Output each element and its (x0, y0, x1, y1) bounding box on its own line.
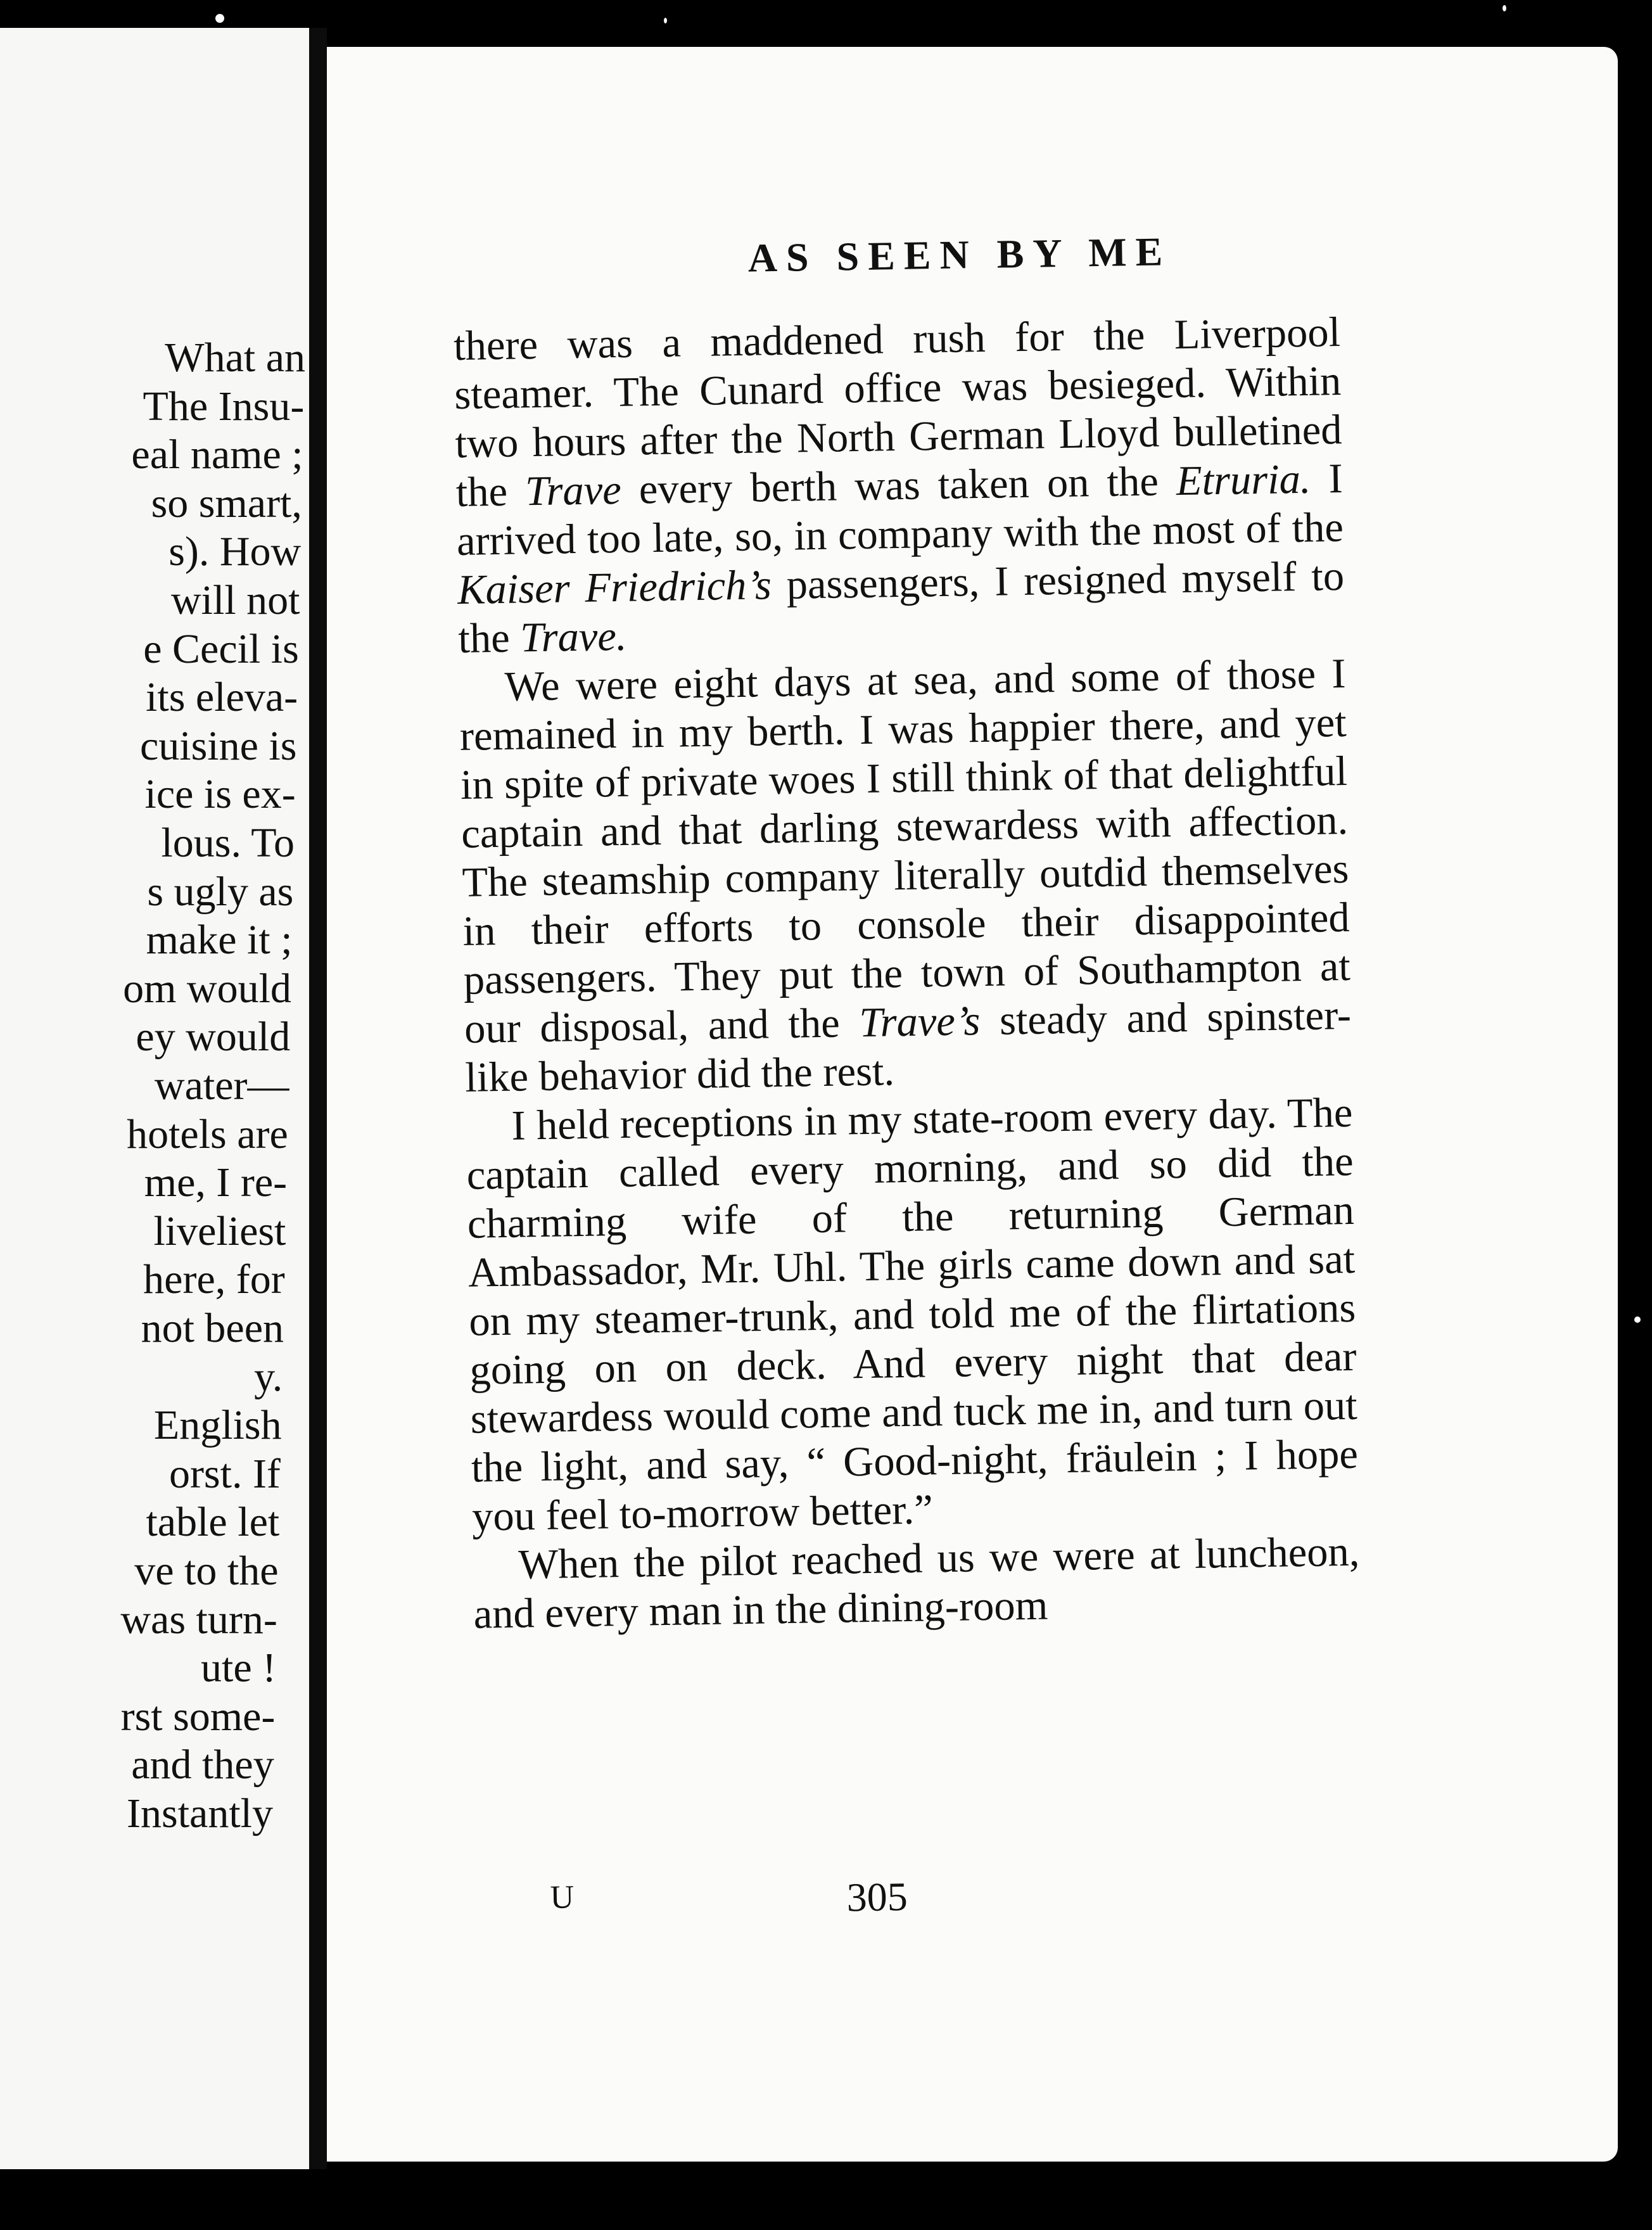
paragraph (454, 308, 1345, 663)
right-page (327, 47, 1618, 2162)
left-page-line: eal name ; (131, 431, 303, 478)
signature-mark: U (550, 1879, 575, 1916)
left-page-line: here, for (143, 1256, 285, 1303)
left-page-line: will not (170, 577, 300, 623)
running-head: AS SEEN BY ME (747, 229, 1172, 281)
page-body (454, 308, 1361, 1639)
left-page-line: e Cecil is (143, 625, 299, 672)
left-page-line: so smart, (151, 480, 302, 526)
italic-run: Trave’s (858, 998, 981, 1047)
left-page-line: cuisine is (139, 722, 297, 769)
left-page-line: not been (141, 1305, 284, 1351)
text-run: We were eight days at sea, and some of those I remained in my berth. I was happier there, and yet in spite of private woes I still think of that delightful captain and that darling stewardess with affection. The steamship company literally outdid themselves in their efforts to console their disappointed passengers. They put the town of Southampton at our disposal, and the (459, 650, 1351, 1052)
book-gutter (309, 28, 327, 2169)
text-run: I arrived too late, so, in company with the most of the (456, 455, 1344, 564)
text-run: steady and spinster-like behavior did the rest. (464, 991, 1352, 1101)
left-page-line: s ugly as (147, 868, 294, 915)
left-page-line: liveliest (153, 1207, 286, 1254)
paragraph (466, 1088, 1359, 1541)
scan-speck (664, 18, 667, 23)
scan-speck (1503, 5, 1506, 11)
left-page-line: table let (146, 1499, 280, 1546)
left-page-line: Instantly (127, 1790, 273, 1837)
italic-run: Kaiser Friedrich’s (457, 562, 772, 613)
left-page-line: rst some- (120, 1693, 276, 1740)
text-run: passengers, I resigned myself to the (457, 552, 1345, 662)
left-page-line: make it ; (146, 917, 293, 964)
text-run: I held receptions in my state-room every day. The captain called every morning, and so did the charming wife of the returning German Ambassador, Mr. Uhl. The girls came down and sat on my steamer-trunk, and told me of the flirtations going on on deck. And every night that dear stewardess would come and tuck me in, and turn out the light, and say, “ Good-night, fräulein ; I hope you feel to-morrow better.” (466, 1089, 1359, 1540)
left-page-line: What an (165, 334, 305, 381)
left-page-line: ve to the (134, 1548, 279, 1594)
left-page-line: English (153, 1402, 282, 1449)
text-run: When the pilot reached us we were at luncheon, and every man in the dining-room (473, 1528, 1360, 1638)
text-run: every berth was taken on the (621, 458, 1177, 513)
left-page-line: The Insu- (143, 383, 305, 430)
left-page-line: ute ! (201, 1645, 277, 1692)
left-page-line: orst. If (168, 1450, 281, 1497)
left-facing-page (0, 28, 309, 2169)
left-page-line: lous. To (161, 820, 295, 866)
left-page-line: ey would (136, 1014, 291, 1061)
italic-run: Trave (524, 466, 622, 515)
left-page-line: and they (131, 1742, 274, 1788)
left-page-line: was turn- (120, 1596, 277, 1643)
italic-run: Etruria. (1176, 456, 1311, 505)
left-page-line: me, I re- (144, 1159, 288, 1206)
paragraph (459, 649, 1352, 1102)
scan-speck (215, 14, 224, 23)
folio (340, 1862, 1618, 1920)
paragraph (473, 1527, 1361, 1639)
left-page-line: s). How (168, 528, 302, 575)
text-run: there was a maddened rush for the Liverpool steamer. The Cunard office was besieged. Within two hours after the North German Lloyd bulletined the (453, 309, 1342, 516)
left-page-line: its eleva- (146, 674, 298, 721)
left-page-line: hotels are (127, 1111, 288, 1157)
scan-speck (1634, 1316, 1641, 1323)
left-page-line: y. (254, 1353, 283, 1400)
italic-run: Trave. (519, 613, 627, 661)
left-page-line: ice is ex- (144, 771, 296, 818)
left-page-line: om would (123, 965, 291, 1012)
page-number: 305 (846, 1874, 908, 1920)
left-page-line: water— (154, 1062, 289, 1109)
